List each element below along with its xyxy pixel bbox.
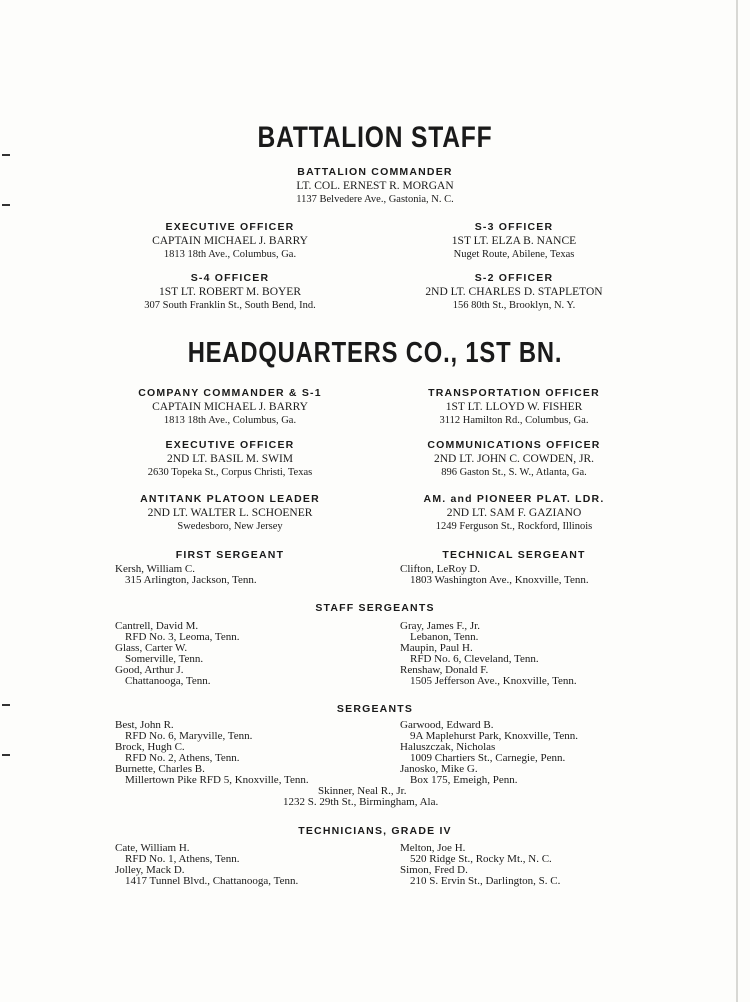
roster-address: Lebanon, Tenn. [410,631,479,643]
roster-name: Good, Arthur J. [115,664,184,676]
roster-address: Box 175, Emeigh, Penn. [410,774,518,786]
margin-mark [2,204,10,206]
role-heading: EXECUTIVE OFFICER [165,439,295,451]
officer-address: 1137 Belvedere Ave., Gastonia, N. C. [296,194,454,205]
roster-address: 315 Arlington, Jackson, Tenn. [125,574,257,586]
officer-name: 2ND LT. JOHN C. COWDEN, JR. [433,453,595,465]
roster-name: Burnette, Charles B. [115,763,205,775]
officer-block [364,493,664,533]
officer-block [364,439,664,479]
roster-name: Cate, William H. [115,842,190,854]
roster-address: 1417 Tunnel Blvd., Chattanooga, Tenn. [125,875,299,887]
officer-address: Swedesboro, New Jersey [177,521,283,532]
first-sergeant-heading: FIRST SERGEANT [175,549,285,561]
officer-address: Nuget Route, Abilene, Texas [453,249,575,260]
roster-name: Renshaw, Donald F. [400,664,489,676]
officer-block [364,221,664,261]
officer-address: 1813 18th Ave., Columbus, Ga. [163,249,297,260]
roster-address: 1232 S. 29th St., Birmingham, Ala. [283,796,439,808]
officer-name: 1ST LT. ROBERT M. BOYER [158,286,302,298]
officer-address: 2630 Topeka St., Corpus Christi, Texas [147,467,313,478]
role-heading: S-2 OFFICER [474,272,554,284]
officer-name: 1ST LT. LLOYD W. FISHER [445,401,583,413]
roster-address: RFD No. 2, Athens, Tenn. [125,752,240,764]
staff-sergeants-heading: STAFF SERGEANTS [315,602,435,614]
roster-name: Garwood, Edward B. [400,719,494,731]
roster-address: 520 Ridge St., Rocky Mt., N. C. [410,853,552,865]
officer-address: 156 80th St., Brooklyn, N. Y. [452,300,576,311]
role-heading: COMPANY COMMANDER & S-1 [138,387,322,399]
role-heading: AM. and PIONEER PLAT. LDR. [423,493,605,505]
roster-address: RFD No. 1, Athens, Tenn. [125,853,240,865]
officer-block [80,272,380,312]
roster-address: 9A Maplehurst Park, Knoxville, Tenn. [410,730,578,742]
officer-name: 1ST LT. ELZA B. NANCE [451,235,577,247]
officer-block [364,272,664,312]
headquarters-title: HEADQUARTERS CO., 1ST BN. [187,337,563,369]
officer-name: 2ND LT. SAM F. GAZIANO [446,507,582,519]
roster-address: Somerville, Tenn. [125,653,204,665]
role-heading: EXECUTIVE OFFICER [165,221,295,233]
roster-name: Simon, Fred D. [400,864,468,876]
roster-address: 1505 Jefferson Ave., Knoxville, Tenn. [410,675,577,687]
roster-name: Haluszczak, Nicholas [400,741,496,753]
roster-address: RFD No. 6, Maryville, Tenn. [125,730,253,742]
officer-block [364,387,664,427]
roster-name: Melton, Joe H. [400,842,466,854]
roster-address: Millertown Pike RFD 5, Knoxville, Tenn. [125,774,309,786]
role-heading: S-4 OFFICER [190,272,270,284]
roster-name: Maupin, Paul H. [400,642,473,654]
role-heading: ANTITANK PLATOON LEADER [140,493,320,505]
roster-address: 1009 Chartiers St., Carnegie, Penn. [410,752,566,764]
officer-name: LT. COL. ERNEST R. MORGAN [296,180,454,192]
role-heading: TRANSPORTATION OFFICER [428,387,600,399]
roster-name: Brock, Hugh C. [115,741,185,753]
officer-name: 2ND LT. CHARLES D. STAPLETON [425,286,603,298]
officer-address: 1249 Ferguson St., Rockford, Illinois [435,521,593,532]
roster-name: Jolley, Mack D. [115,864,185,876]
roster-name: Skinner, Neal R., Jr. [318,785,407,797]
officer-address: 3112 Hamilton Rd., Columbus, Ga. [439,415,589,426]
roster-address: 1803 Washington Ave., Knoxville, Tenn. [410,574,589,586]
role-heading: COMMUNICATIONS OFFICER [427,439,601,451]
sergeants-heading: SERGEANTS [336,703,414,715]
officer-block [80,387,380,427]
roster-name: Cantrell, David M. [115,620,199,632]
officer-block [80,439,380,479]
margin-mark [2,754,10,756]
margin-mark [2,154,10,156]
roster-address: Chattanooga, Tenn. [125,675,211,687]
officer-block [80,493,380,533]
page-edge [736,0,738,1002]
battalion-commander-block [225,166,525,206]
roster-name: Gray, James F., Jr. [400,620,480,632]
roster-name: Clifton, LeRoy D. [400,563,481,575]
roster-address: RFD No. 6, Cleveland, Tenn. [410,653,539,665]
role-heading: BATTALION COMMANDER [297,166,453,178]
officer-name: 2ND LT. BASIL M. SWIM [166,453,294,465]
margin-mark [2,704,10,706]
roster-address: RFD No. 3, Leoma, Tenn. [125,631,240,643]
officer-address: 1813 18th Ave., Columbus, Ga. [163,415,297,426]
officer-address: 896 Gaston St., S. W., Atlanta, Ga. [441,467,587,478]
officer-address: 307 South Franklin St., South Bend, Ind. [144,300,316,311]
officer-block [80,221,380,261]
roster-name: Best, John R. [115,719,174,731]
roster-name: Glass, Carter W. [115,642,188,654]
technicians-heading: TECHNICIANS, GRADE IV [298,825,452,837]
roster-address: 210 S. Ervin St., Darlington, S. C. [410,875,561,887]
roster-name: Kersh, William C. [115,563,196,575]
technical-sergeant-heading: TECHNICAL SERGEANT [442,549,586,561]
officer-name: CAPTAIN MICHAEL J. BARRY [152,401,308,413]
officer-name: 2ND LT. WALTER L. SCHOENER [147,507,313,519]
battalion-staff-title: BATTALION STAFF [257,121,493,154]
roster-name: Janosko, Mike G. [400,763,478,775]
officer-name: CAPTAIN MICHAEL J. BARRY [152,235,308,247]
role-heading: S-3 OFFICER [474,221,554,233]
